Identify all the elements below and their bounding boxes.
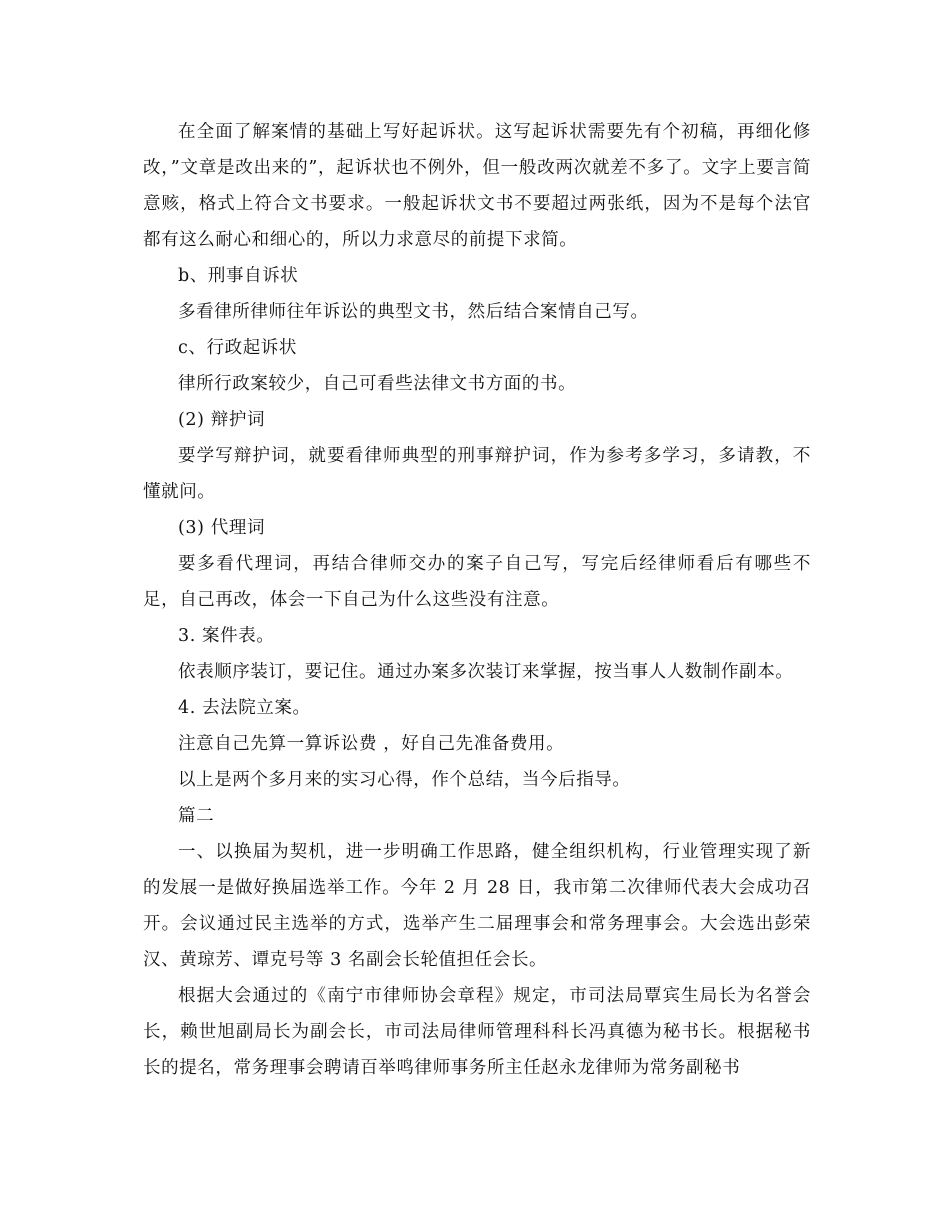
heading-administrative-complaint: c、行政起诉状: [178, 338, 298, 358]
heading-criminal-private-prosecution: b、刑事自诉状: [178, 266, 299, 286]
heading-case-form: 3. 案件表。: [178, 626, 275, 646]
paragraph-charter: 根据大会通过的《南宁市律师协会章程》规定，市司法局覃宾生局长为名誉会长，赖世旭副局长为副会长，市司法局律师管理科科长冯真德为秘书长。根据秘书长的提名，常务理事会聘请百举鸣律师事务所主任赵永龙律师为常务副秘书: [143, 986, 811, 1078]
paragraph-criminal-private-prosecution: 多看律所律师往年诉讼的典型文书，然后结合案情自己写。: [178, 302, 649, 322]
paragraph-case-form: 依表顺序装订，要记住。通过办案多次装订来掌握，按当事人人数制作副本。: [178, 662, 794, 682]
heading-court-filing: 4. 去法院立案。: [178, 698, 311, 718]
document-body: [143, 114, 811, 1086]
paragraph-administrative-complaint: 律所行政案较少，自己可看些法律文书方面的书。: [178, 374, 577, 394]
paragraph-defense-statement: 要学写辩护词，就要看律师典型的刑事辩护词，作为参考多学习，多请教，不懂就问。: [143, 446, 811, 502]
heading-defense-statement: (2) 辩护词: [178, 410, 266, 430]
heading-part-two: 篇二: [178, 806, 215, 826]
heading-agency-statement: (3) 代理词: [178, 518, 266, 538]
paragraph-complaint-drafting: 在全面了解案情的基础上写好起诉状。这写起诉状需要先有个初稿，再细化修改，”文章是改出来的”，起诉状也不例外，但一般改两次就差不多了。文字上要言简意赅，格式上符合文书要求。一般起诉状文书不要超过两张纸，因为不是每个法官都有这么耐心和细心的，所以力求意尽的前提下求简。: [143, 122, 811, 250]
paragraph-litigation-fee: 注意自己先算一算诉讼费 ，好自己先准备费用。: [178, 734, 565, 754]
paragraph-summary: 以上是两个多月来的实习心得，作个总结，当今后指导。: [178, 770, 631, 790]
paragraph-election: 一、以换届为契机，进一步明确工作思路，健全组织机构，行业管理实现了新的发展一是做好换届选举工作。今年 2 月 28 日，我市第二次律师代表大会成功召开。会议通过民主选举的方式，选举产生二届理事会和常务理事会。大会选出彭荣汉、黄琼芳、谭克号等 3 名副会长轮值担任会长。: [143, 842, 811, 970]
paragraph-agency-statement: 要多看代理词，再结合律师交办的案子自己写，写完后经律师看后有哪些不足，自己再改，体会一下自己为什么这些没有注意。: [143, 554, 811, 610]
